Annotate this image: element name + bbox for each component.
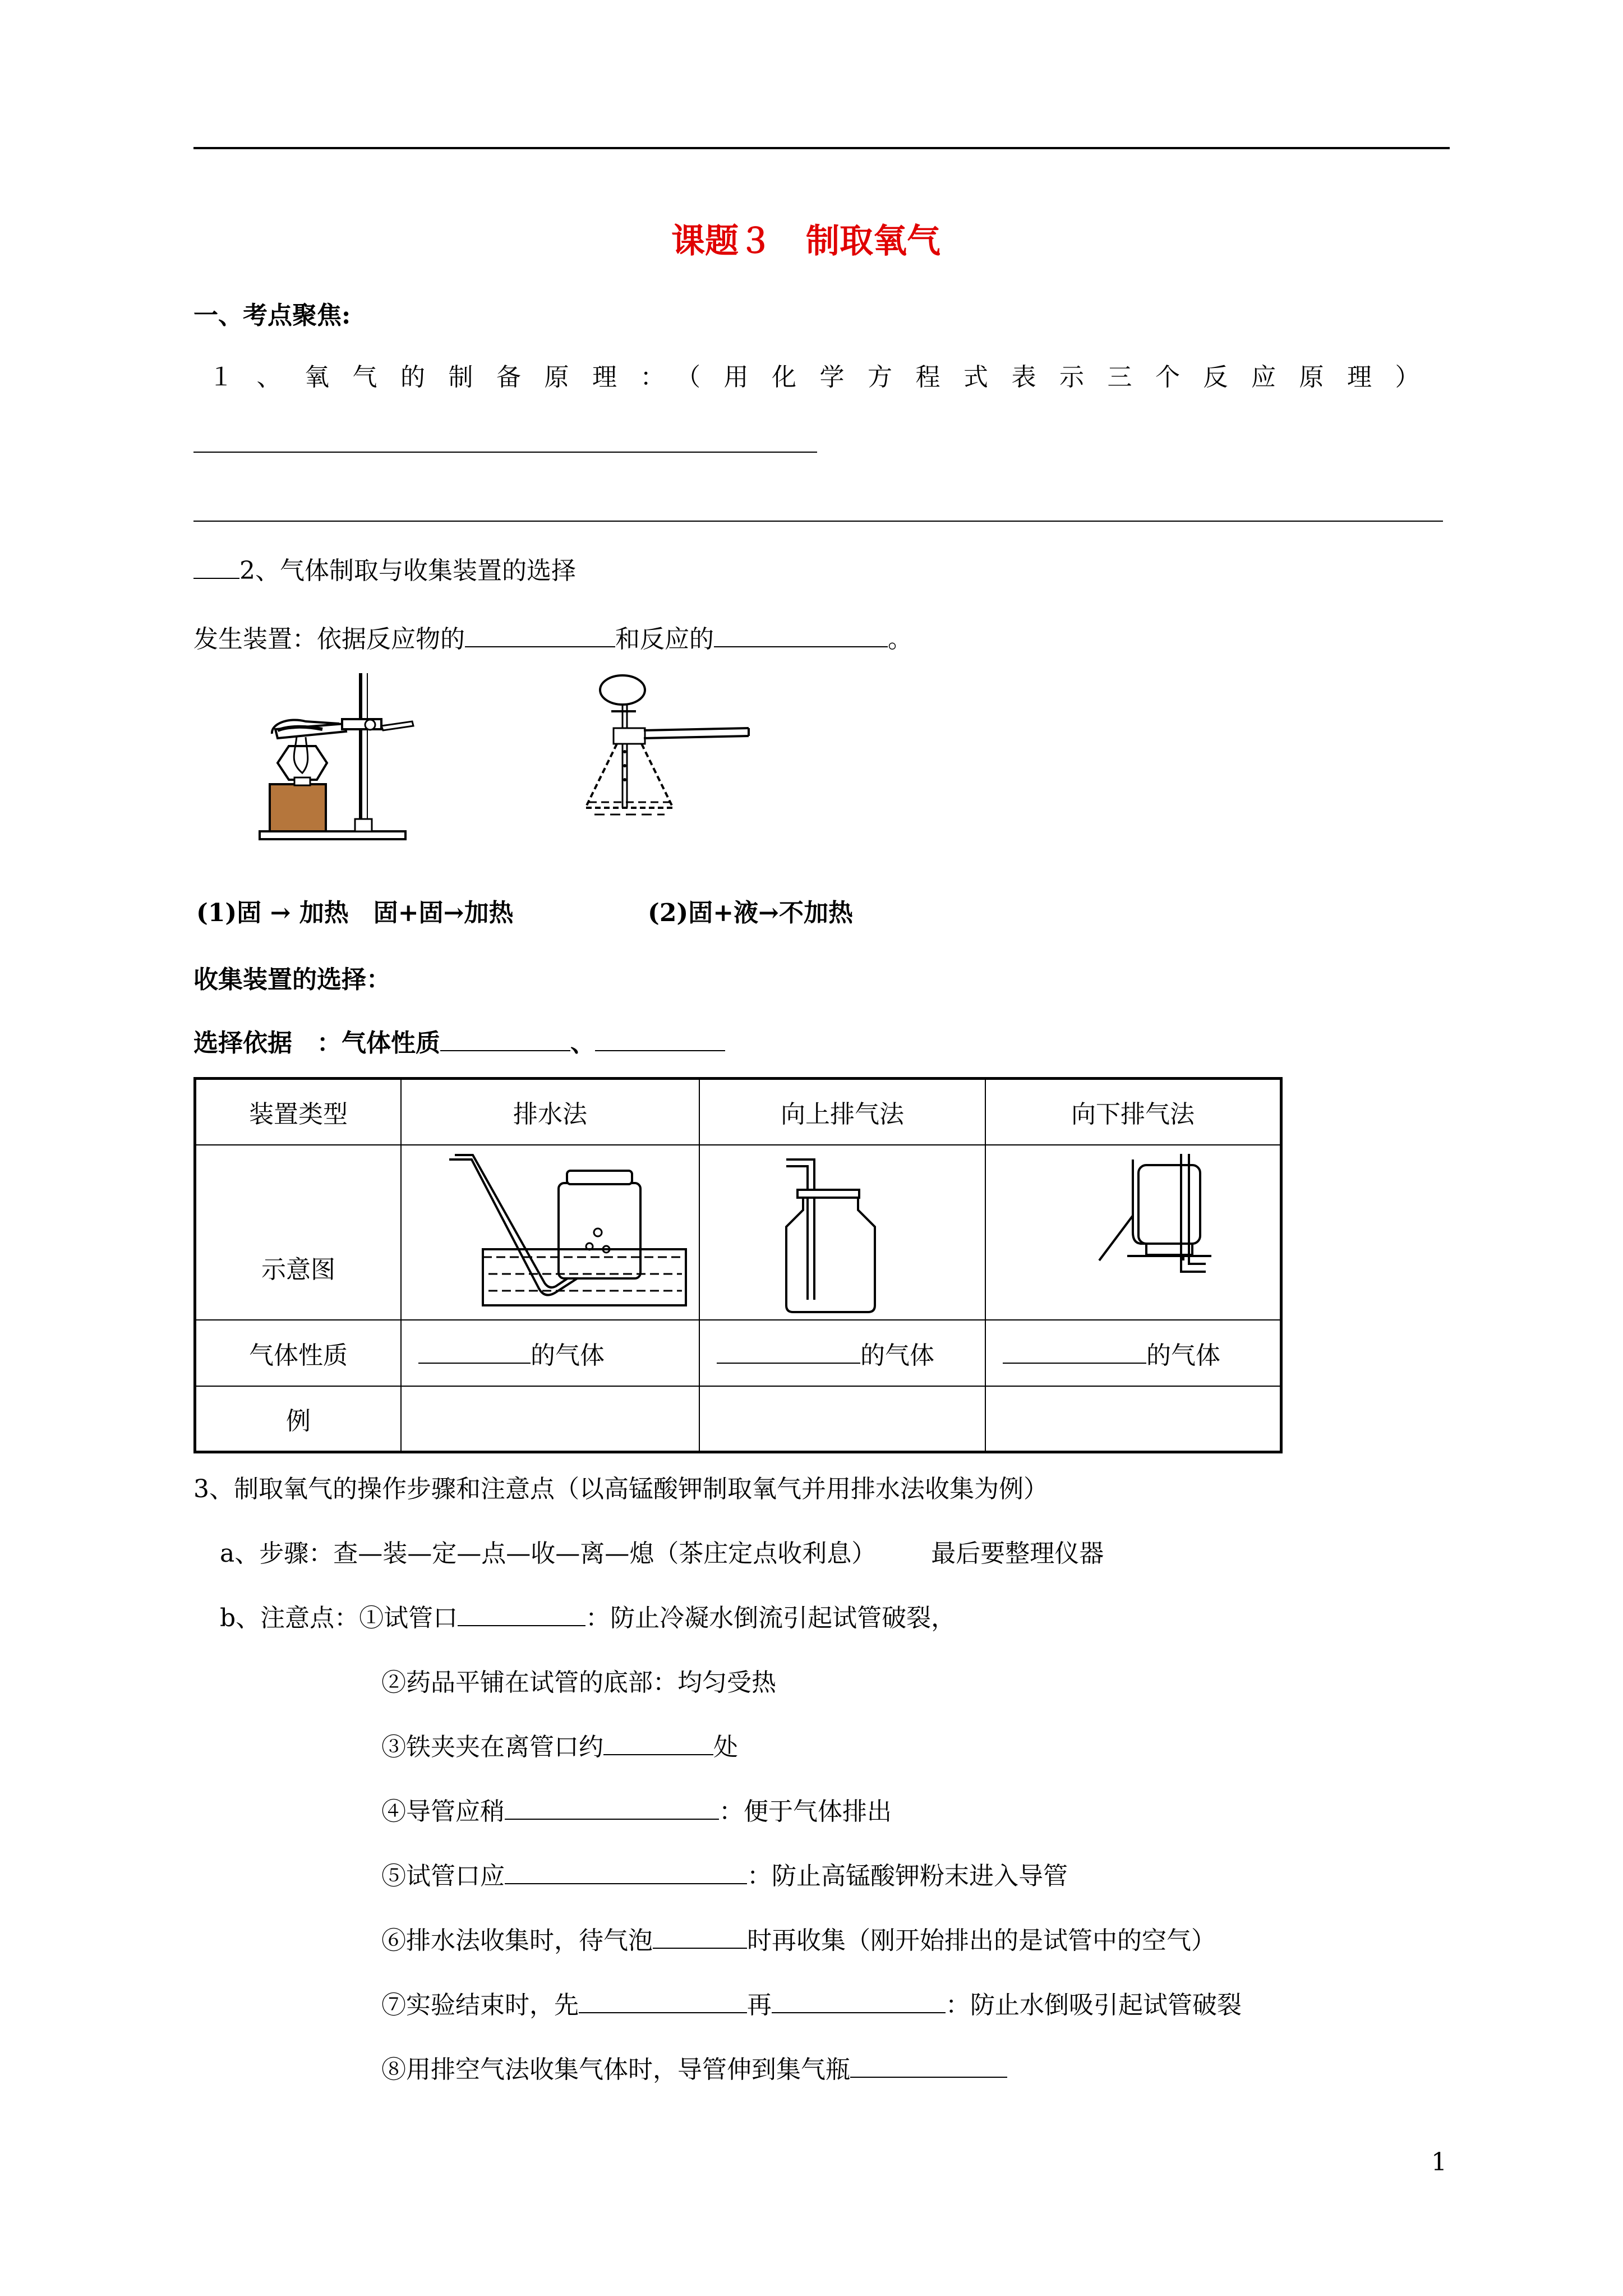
blank: [714, 624, 888, 647]
page-number: 1: [1431, 2148, 1447, 2177]
note-5: ⑤试管口应 ：防止高锰酸钾粉末进入导管: [381, 1862, 1068, 1890]
item-3: 3、制取氧气的操作步骤和注意点（以高锰酸钾制取氧气并用排水法收集为例）: [193, 1475, 1048, 1503]
step-b: b、注意点：①试管口 ：防止冷凝水倒流引起试管破裂，: [220, 1604, 956, 1632]
example-cell: [401, 1386, 699, 1452]
section-heading: 一、考点聚焦:: [193, 301, 351, 330]
diagram-row-label: 示意图: [261, 1255, 335, 1284]
table-header: 向下排气法: [985, 1079, 1281, 1145]
table-header: 装置类型: [195, 1079, 402, 1145]
answer-line: [193, 521, 1443, 522]
blank: [465, 624, 615, 647]
item-1: １、氧气的制备原理：（用化学方程式表示三个反应原理）: [209, 363, 1443, 392]
blank: [505, 1796, 719, 1820]
note-8: ⑧用排空气法收集气体时，导管伸到集气瓶: [381, 2053, 1007, 2087]
property-cell: 的气体: [985, 1320, 1281, 1386]
collection-method-table: [193, 1077, 1283, 1453]
downward-air-displacement-diagram: [985, 1145, 1281, 1320]
example-row-label: 例: [195, 1386, 402, 1452]
example-cell: [985, 1386, 1281, 1452]
property-cell: 的气体: [699, 1320, 985, 1386]
header-rule: [193, 147, 1450, 149]
note-4: ④导管应稍 ：便于气体排出: [381, 1797, 892, 1826]
blank: [418, 1340, 531, 1364]
note-2: ②药品平铺在试管的底部：均匀受热: [381, 1668, 776, 1697]
selection-basis-line: 选择依据 ：气体性质 、: [193, 1027, 725, 1060]
blank: [440, 1028, 570, 1051]
blank: [458, 1603, 585, 1626]
blank: [1003, 1340, 1146, 1364]
page-title: 课题３ 制取氧气: [671, 222, 940, 261]
example-cell: [699, 1386, 985, 1452]
blank: [603, 1732, 713, 1755]
property-cell: 的气体: [401, 1320, 699, 1386]
solid-liquid-apparatus-diagram: [578, 668, 757, 836]
generation-apparatus-line: 发生装置：依据反应物的 和反应的 。: [193, 625, 912, 654]
blank: [193, 555, 239, 579]
note-6: ⑥排水法收集时，待气泡 时再收集（刚开始排出的是试管中的空气）: [381, 1926, 1216, 1955]
blank: [579, 1990, 747, 2013]
apparatus-caption-1: (1)固 → 加热 固+固→加热: [196, 899, 514, 927]
upward-air-displacement-diagram: [699, 1145, 985, 1320]
table-header: 排水法: [401, 1079, 699, 1145]
blank: [772, 1990, 946, 2013]
item-2: 2、气体制取与收集装置的选择: [193, 554, 576, 588]
blank: [850, 2054, 1007, 2078]
collection-heading: 收集装置的选择：: [193, 965, 391, 994]
solid-heating-apparatus-diagram: [255, 668, 423, 847]
answer-line: [193, 452, 817, 453]
note-7: ⑦实验结束时，先 再 ：防止水倒吸引起试管破裂: [381, 1991, 1242, 2019]
note-3: ③铁夹夹在离管口约 处: [381, 1733, 738, 1761]
blank: [505, 1861, 747, 1884]
apparatus-caption-2: (2)固+液→不加热: [648, 899, 853, 927]
blank: [717, 1340, 860, 1364]
blank: [653, 1925, 747, 1949]
water-displacement-diagram: [401, 1145, 699, 1320]
table-header: 向上排气法: [699, 1079, 985, 1145]
blank: [595, 1028, 725, 1051]
step-a: a、步骤：查—装—定—点—收—离—熄（茶庄定点收利息） 最后要整理仪器: [220, 1539, 1104, 1568]
property-row-label: 气体性质: [195, 1320, 402, 1386]
table-row-label: [195, 1145, 402, 1320]
